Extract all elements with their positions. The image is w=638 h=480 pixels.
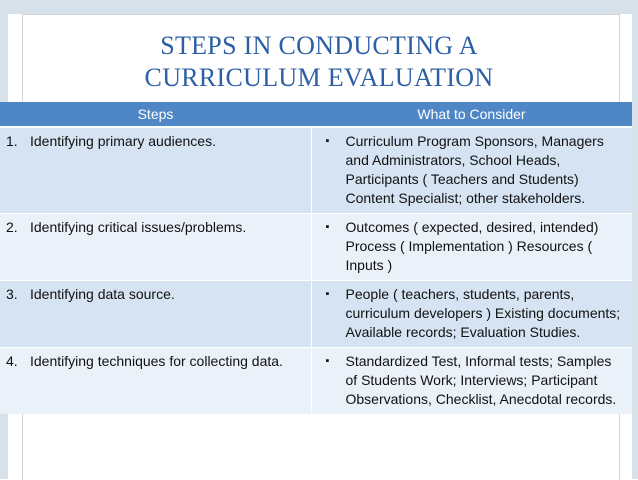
header-steps: Steps xyxy=(0,102,311,127)
step-cell xyxy=(0,214,311,281)
slide-frame-top xyxy=(0,0,638,14)
step-cell xyxy=(0,348,311,415)
bullet-icon: ▪ xyxy=(325,355,330,367)
step-number: 4. xyxy=(6,353,18,369)
step-number: 2. xyxy=(6,219,18,235)
bullet-icon: ▪ xyxy=(325,221,330,233)
consider-text: People ( teachers, students, parents, curriculum developers ) Existing documents; Available records; Evaluation Studies. xyxy=(345,286,621,340)
consider-cell xyxy=(311,348,632,415)
step-number: 3. xyxy=(6,286,18,302)
table-row xyxy=(0,214,632,281)
step-number: 1. xyxy=(6,133,18,149)
table-header-row xyxy=(0,102,632,127)
step-text: Identifying primary audiences. xyxy=(30,133,216,149)
table-row xyxy=(0,348,632,415)
consider-cell xyxy=(311,281,632,348)
evaluation-steps-table xyxy=(0,102,632,414)
header-what-to-consider: What to Consider xyxy=(311,102,632,127)
slide-title xyxy=(0,30,638,94)
step-text: Identifying critical issues/problems. xyxy=(30,219,247,235)
slide-title-line-2: CURRICULUM EVALUATION xyxy=(144,63,494,92)
step-cell xyxy=(0,281,311,348)
slide-title-line-1: STEPS IN CONDUCTING A xyxy=(160,31,478,60)
consider-text: Curriculum Program Sponsors, Managers and Administrators, School Heads, Participants ( Teachers and Students) Content Specialist; other stakeholders. xyxy=(345,133,604,206)
consider-cell xyxy=(311,214,632,281)
bullet-icon: ▪ xyxy=(325,135,330,147)
step-text: Identifying data source. xyxy=(30,286,175,302)
consider-text: Outcomes ( expected, desired, intended) Process ( Implementation ) Resources ( Inputs ) xyxy=(345,219,599,273)
bullet-icon: ▪ xyxy=(325,288,330,300)
step-cell xyxy=(0,127,311,214)
consider-text: Standardized Test, Informal tests; Samples of Students Work; Interviews; Participant Observations, Checklist, Anecdotal records. xyxy=(345,353,617,407)
step-text: Identifying techniques for collecting data. xyxy=(30,353,283,369)
consider-cell xyxy=(311,127,632,214)
table-row xyxy=(0,281,632,348)
table-row xyxy=(0,127,632,214)
